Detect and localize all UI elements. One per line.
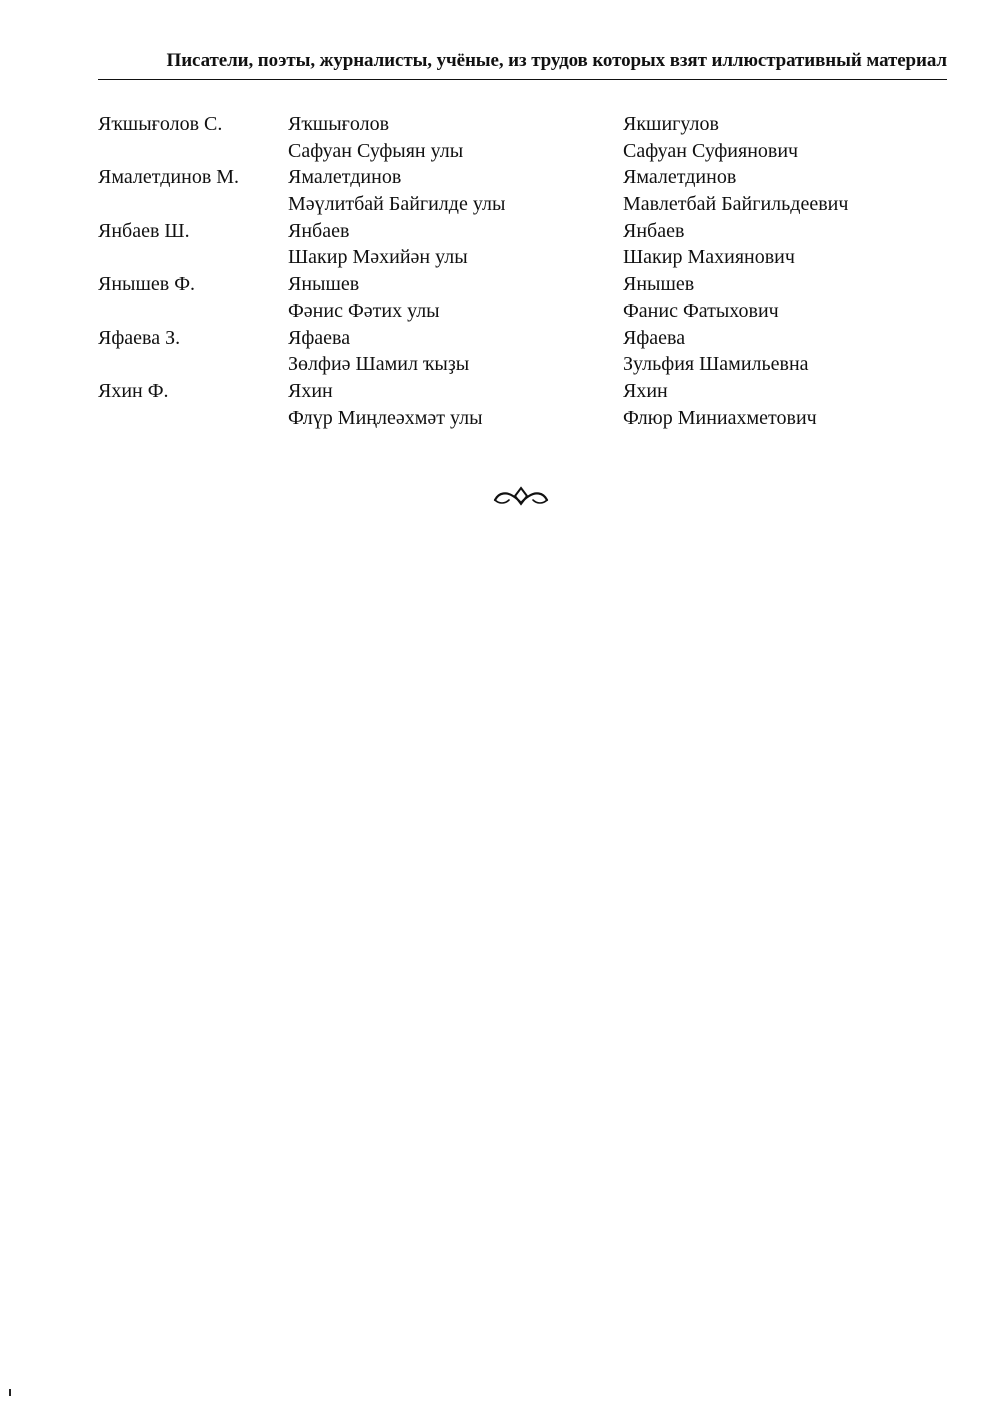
entry-russian-name <box>623 325 809 378</box>
entry-bashkir-name <box>288 218 468 271</box>
entry-row <box>98 218 947 271</box>
page-header: Писатели, поэты, журналисты, учёные, из трудов которых взят иллюстративный материал <box>166 50 947 71</box>
entry-short-name: Янбаев Ш. <box>98 219 190 242</box>
entry-russian-name <box>623 218 795 271</box>
russian-surname: Янышев <box>623 273 695 296</box>
entry-russian-name <box>623 164 848 217</box>
bashkir-surname: Яфаева <box>288 326 351 349</box>
entry-row <box>98 325 947 378</box>
bashkir-given-name: Фәнис Фәтих улы <box>288 299 440 322</box>
entry-bashkir-name <box>288 164 505 217</box>
russian-surname: Якшигулов <box>623 113 719 135</box>
entries-list <box>98 111 947 431</box>
entry-row <box>98 378 947 431</box>
bashkir-given-name: Зөлфиә Шамил ҡыҙы <box>288 353 470 376</box>
bashkir-surname: Ямалетдинов <box>288 166 402 189</box>
entry-russian-name <box>623 111 798 164</box>
bashkir-surname: Яҡшығолов <box>288 113 390 135</box>
russian-surname: Янбаев <box>623 219 685 242</box>
russian-surname: Яфаева <box>623 326 686 349</box>
entry-short-name: Ямалетдинов М. <box>98 166 240 189</box>
entry-bashkir-name <box>288 325 469 378</box>
bashkir-given-name: Мәүлитбай Байгилде улы <box>288 193 506 216</box>
bashkir-surname: Янбаев <box>288 219 350 242</box>
bashkir-given-name: Флүр Миңлеәхмәт улы <box>288 406 483 429</box>
russian-surname: Яхин <box>623 379 668 402</box>
russian-given-name: Зульфия Шамильевна <box>623 353 809 376</box>
entry-short-name: Яҡшығолов С. <box>98 113 223 135</box>
entry-row <box>98 271 947 324</box>
entry-short-name: Яфаева З. <box>98 326 181 349</box>
entry-row <box>98 111 947 164</box>
entry-bashkir-name <box>288 378 483 431</box>
entry-bashkir-name <box>288 271 440 324</box>
bashkir-given-name: Сафуан Суфыян улы <box>288 139 464 162</box>
bashkir-given-name: Шакир Мәхийән улы <box>288 246 468 269</box>
header-rule <box>98 79 947 80</box>
russian-given-name: Мавлетбай Байгильдеевич <box>623 193 849 216</box>
entry-row <box>98 164 947 217</box>
page-mark <box>9 1389 11 1396</box>
entry-short-name: Яхин Ф. <box>98 379 169 402</box>
russian-given-name: Флюр Миниахметович <box>623 406 817 429</box>
bashkir-surname: Янышев <box>288 273 360 296</box>
entry-bashkir-name <box>288 111 463 164</box>
russian-surname: Ямалетдинов <box>623 166 737 189</box>
russian-given-name: Сафуан Суфиянович <box>623 139 799 162</box>
russian-given-name: Фанис Фатыхович <box>623 299 779 322</box>
russian-given-name: Шакир Махиянович <box>623 246 795 269</box>
entry-short-name: Янышев Ф. <box>98 273 196 296</box>
entry-russian-name <box>623 271 779 324</box>
fleuron-ornament-icon <box>493 484 549 508</box>
bashkir-surname: Яхин <box>288 379 333 402</box>
entry-russian-name <box>623 378 817 431</box>
